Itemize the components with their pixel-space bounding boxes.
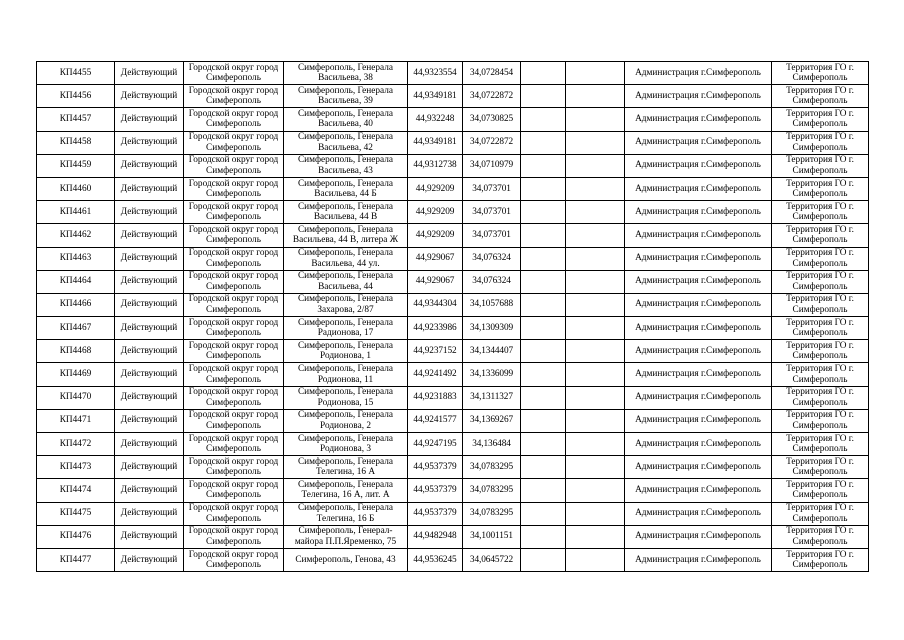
cell-district: Городской округ город Симферополь [184,479,284,502]
cell-empty-1 [521,456,566,479]
cell-address: Симферополь, Генерала Васильева, 42 [284,131,408,154]
cell-status: Действующий [115,479,184,502]
cell-territory: Территория ГО г. Симферополь [772,108,869,131]
cell-territory: Территория ГО г. Симферополь [772,456,869,479]
cell-territory: Территория ГО г. Симферополь [772,433,869,456]
cell-id: КП4459 [37,154,115,177]
cell-district: Городской округ город Симферополь [184,201,284,224]
cell-owner: Администрация г.Симферополь [625,177,772,200]
cell-longitude: 34,0710979 [463,154,521,177]
cell-empty-2 [566,85,625,108]
cell-latitude: 44,9537379 [408,456,463,479]
cell-latitude: 44,9323554 [408,62,463,85]
cell-owner: Администрация г.Симферополь [625,293,772,316]
cell-longitude: 34,073701 [463,177,521,200]
cell-address: Симферополь, Генерала Родионова, 15 [284,386,408,409]
cell-owner: Администрация г.Симферополь [625,525,772,548]
cell-address: Симферополь, Генерала Васильева, 44 В, литера Ж [284,224,408,247]
cell-longitude: 34,0730825 [463,108,521,131]
cell-empty-1 [521,247,566,270]
table-body [37,62,869,572]
table-row [37,502,869,525]
cell-owner: Администрация г.Симферополь [625,363,772,386]
cell-empty-2 [566,363,625,386]
table-row [37,131,869,154]
cell-empty-2 [566,154,625,177]
cell-status: Действующий [115,293,184,316]
table-row [37,201,869,224]
cell-address: Симферополь, Генерала Васильева, 44 [284,270,408,293]
cell-latitude: 44,932248 [408,108,463,131]
table-row [37,409,869,432]
cell-territory: Территория ГО г. Симферополь [772,85,869,108]
cell-address: Симферополь, Генерала Радионова, 17 [284,317,408,340]
cell-latitude: 44,9537379 [408,502,463,525]
cell-owner: Администрация г.Симферополь [625,224,772,247]
cell-empty-1 [521,224,566,247]
cell-id: КП4460 [37,177,115,200]
cell-territory: Территория ГО г. Симферополь [772,409,869,432]
cell-address: Симферополь, Генерала Васильева, 44 Б [284,177,408,200]
cell-district: Городской округ город Симферополь [184,85,284,108]
cell-owner: Администрация г.Симферополь [625,548,772,571]
cell-longitude: 34,1311327 [463,386,521,409]
cell-territory: Территория ГО г. Симферополь [772,131,869,154]
cell-district: Городской округ город Симферополь [184,293,284,316]
cell-empty-2 [566,62,625,85]
table-row [37,317,869,340]
cell-address: Симферополь, Генерала Родионова, 1 [284,340,408,363]
cell-district: Городской округ город Симферополь [184,525,284,548]
cell-status: Действующий [115,548,184,571]
cell-empty-1 [521,108,566,131]
cell-empty-1 [521,386,566,409]
cell-status: Действующий [115,154,184,177]
cell-empty-1 [521,433,566,456]
cell-longitude: 34,136484 [463,433,521,456]
cell-district: Городской округ город Симферополь [184,131,284,154]
cell-district: Городской округ город Симферополь [184,409,284,432]
cell-id: КП4456 [37,85,115,108]
cell-address: Симферополь, Генерала Захарова, 2/87 [284,293,408,316]
cell-status: Действующий [115,62,184,85]
cell-owner: Администрация г.Симферополь [625,108,772,131]
cell-longitude: 34,1001151 [463,525,521,548]
cell-longitude: 34,0783295 [463,502,521,525]
cell-empty-2 [566,502,625,525]
cell-territory: Территория ГО г. Симферополь [772,177,869,200]
cell-address: Симферополь, Генерала Родионова, 3 [284,433,408,456]
cell-owner: Администрация г.Симферополь [625,62,772,85]
cell-status: Действующий [115,177,184,200]
table-row [37,154,869,177]
cell-status: Действующий [115,224,184,247]
cell-id: КП4455 [37,62,115,85]
cell-id: КП4466 [37,293,115,316]
cell-latitude: 44,9349181 [408,85,463,108]
cell-empty-1 [521,409,566,432]
cell-id: КП4462 [37,224,115,247]
registry-table [36,61,869,572]
cell-address: Симферополь, Генова, 43 [284,548,408,571]
cell-address: Симферополь, Генерала Телегина, 16 Б [284,502,408,525]
cell-id: КП4474 [37,479,115,502]
cell-status: Действующий [115,201,184,224]
cell-status: Действующий [115,433,184,456]
table-row [37,108,869,131]
cell-empty-2 [566,270,625,293]
cell-owner: Администрация г.Симферополь [625,247,772,270]
cell-status: Действующий [115,247,184,270]
cell-status: Действующий [115,409,184,432]
cell-district: Городской округ город Симферополь [184,548,284,571]
cell-address: Симферополь, Генерала Васильева, 44 В [284,201,408,224]
cell-id: КП4458 [37,131,115,154]
cell-empty-1 [521,525,566,548]
cell-empty-2 [566,409,625,432]
cell-empty-2 [566,548,625,571]
cell-id: КП4471 [37,409,115,432]
cell-address: Симферополь, Генерала Васильева, 40 [284,108,408,131]
cell-empty-1 [521,363,566,386]
cell-owner: Администрация г.Симферополь [625,409,772,432]
cell-empty-2 [566,386,625,409]
cell-latitude: 44,9536245 [408,548,463,571]
cell-longitude: 34,076324 [463,270,521,293]
cell-longitude: 34,1344407 [463,340,521,363]
cell-empty-2 [566,433,625,456]
cell-empty-2 [566,340,625,363]
cell-empty-2 [566,525,625,548]
table-row [37,340,869,363]
cell-empty-1 [521,270,566,293]
cell-owner: Администрация г.Симферополь [625,201,772,224]
cell-owner: Администрация г.Симферополь [625,154,772,177]
cell-latitude: 44,9344304 [408,293,463,316]
cell-longitude: 34,073701 [463,201,521,224]
cell-id: КП4467 [37,317,115,340]
cell-latitude: 44,929209 [408,177,463,200]
cell-latitude: 44,9237152 [408,340,463,363]
table-row [37,62,869,85]
cell-address: Симферополь, Генерала Родионова, 11 [284,363,408,386]
cell-territory: Территория ГО г. Симферополь [772,201,869,224]
cell-longitude: 34,1309309 [463,317,521,340]
cell-empty-2 [566,201,625,224]
cell-owner: Администрация г.Симферополь [625,479,772,502]
cell-owner: Администрация г.Симферополь [625,502,772,525]
cell-empty-2 [566,293,625,316]
table-row [37,525,869,548]
cell-empty-1 [521,340,566,363]
cell-address: Симферополь, Генерала Васильева, 44 ул. [284,247,408,270]
cell-district: Городской округ город Симферополь [184,247,284,270]
cell-district: Городской округ город Симферополь [184,363,284,386]
cell-district: Городской округ город Симферополь [184,502,284,525]
cell-id: КП4475 [37,502,115,525]
table-row [37,224,869,247]
cell-territory: Территория ГО г. Симферополь [772,317,869,340]
cell-district: Городской округ город Симферополь [184,108,284,131]
cell-latitude: 44,9241577 [408,409,463,432]
cell-status: Действующий [115,108,184,131]
cell-territory: Территория ГО г. Симферополь [772,502,869,525]
cell-territory: Территория ГО г. Симферополь [772,247,869,270]
cell-latitude: 44,9312738 [408,154,463,177]
cell-longitude: 34,0722872 [463,131,521,154]
cell-territory: Территория ГО г. Симферополь [772,525,869,548]
cell-owner: Администрация г.Симферополь [625,270,772,293]
cell-address: Симферополь, Генерала Телегина, 16 А [284,456,408,479]
table-row [37,548,869,571]
cell-district: Городской округ город Симферополь [184,177,284,200]
cell-territory: Территория ГО г. Симферополь [772,62,869,85]
table-row [37,293,869,316]
cell-empty-1 [521,548,566,571]
cell-id: КП4468 [37,340,115,363]
cell-district: Городской округ город Симферополь [184,62,284,85]
cell-empty-1 [521,177,566,200]
table-row [37,363,869,386]
cell-longitude: 34,0645722 [463,548,521,571]
cell-empty-1 [521,293,566,316]
cell-empty-2 [566,247,625,270]
cell-territory: Территория ГО г. Симферополь [772,340,869,363]
cell-territory: Территория ГО г. Симферополь [772,386,869,409]
cell-status: Действующий [115,386,184,409]
cell-address: Симферополь, Генерала Васильева, 43 [284,154,408,177]
cell-id: КП4464 [37,270,115,293]
cell-territory: Территория ГО г. Симферополь [772,270,869,293]
cell-id: КП4470 [37,386,115,409]
cell-latitude: 44,9231883 [408,386,463,409]
cell-empty-1 [521,479,566,502]
table-row [37,247,869,270]
cell-status: Действующий [115,340,184,363]
cell-longitude: 34,073701 [463,224,521,247]
cell-address: Симферополь, Генерала Васильева, 39 [284,85,408,108]
cell-id: КП4457 [37,108,115,131]
cell-latitude: 44,9482948 [408,525,463,548]
table-row [37,456,869,479]
cell-empty-1 [521,201,566,224]
cell-empty-2 [566,177,625,200]
table-row [37,177,869,200]
cell-latitude: 44,929209 [408,201,463,224]
cell-district: Городской округ город Симферополь [184,456,284,479]
cell-status: Действующий [115,363,184,386]
cell-id: КП4473 [37,456,115,479]
cell-empty-1 [521,502,566,525]
cell-territory: Территория ГО г. Симферополь [772,479,869,502]
cell-status: Действующий [115,131,184,154]
cell-longitude: 34,076324 [463,247,521,270]
cell-empty-2 [566,456,625,479]
cell-longitude: 34,0783295 [463,479,521,502]
cell-territory: Территория ГО г. Симферополь [772,154,869,177]
cell-latitude: 44,9247195 [408,433,463,456]
cell-district: Городской округ город Симферополь [184,386,284,409]
table-row [37,270,869,293]
cell-owner: Администрация г.Симферополь [625,317,772,340]
cell-territory: Территория ГО г. Симферополь [772,548,869,571]
cell-longitude: 34,0783295 [463,456,521,479]
cell-status: Действующий [115,270,184,293]
cell-id: КП4461 [37,201,115,224]
cell-longitude: 34,0728454 [463,62,521,85]
cell-owner: Администрация г.Симферополь [625,386,772,409]
cell-id: КП4472 [37,433,115,456]
cell-owner: Администрация г.Симферополь [625,131,772,154]
cell-longitude: 34,0722872 [463,85,521,108]
cell-district: Городской округ город Симферополь [184,270,284,293]
cell-latitude: 44,9349181 [408,131,463,154]
cell-owner: Администрация г.Симферополь [625,456,772,479]
cell-address: Симферополь, Генерала Родионова, 2 [284,409,408,432]
cell-status: Действующий [115,502,184,525]
cell-owner: Администрация г.Симферополь [625,340,772,363]
cell-territory: Территория ГО г. Симферополь [772,293,869,316]
cell-empty-1 [521,154,566,177]
cell-address: Симферополь, Генерала Васильева, 38 [284,62,408,85]
cell-longitude: 34,1057688 [463,293,521,316]
cell-latitude: 44,9241492 [408,363,463,386]
cell-address: Симферополь, Генерала Телегина, 16 А, лит. А [284,479,408,502]
cell-longitude: 34,1369267 [463,409,521,432]
cell-district: Городской округ город Симферополь [184,340,284,363]
cell-empty-1 [521,131,566,154]
cell-latitude: 44,929067 [408,270,463,293]
table-row [37,433,869,456]
cell-owner: Администрация г.Симферополь [625,85,772,108]
cell-empty-1 [521,62,566,85]
cell-empty-2 [566,317,625,340]
table-row [37,479,869,502]
cell-district: Городской округ город Симферополь [184,224,284,247]
cell-status: Действующий [115,85,184,108]
cell-id: КП4463 [37,247,115,270]
cell-latitude: 44,9233986 [408,317,463,340]
cell-longitude: 34,1336099 [463,363,521,386]
cell-status: Действующий [115,456,184,479]
cell-territory: Территория ГО г. Симферополь [772,224,869,247]
cell-status: Действующий [115,317,184,340]
cell-empty-2 [566,131,625,154]
cell-address: Симферополь, Генерал-майора П.П.Яременко, 75 [284,525,408,548]
cell-id: КП4477 [37,548,115,571]
cell-district: Городской округ город Симферополь [184,317,284,340]
cell-territory: Территория ГО г. Симферополь [772,363,869,386]
cell-empty-1 [521,85,566,108]
cell-status: Действующий [115,525,184,548]
cell-owner: Администрация г.Симферополь [625,433,772,456]
table-row [37,386,869,409]
cell-empty-2 [566,479,625,502]
cell-latitude: 44,929209 [408,224,463,247]
cell-latitude: 44,9537379 [408,479,463,502]
cell-id: КП4476 [37,525,115,548]
cell-empty-1 [521,317,566,340]
table-row [37,85,869,108]
cell-latitude: 44,929067 [408,247,463,270]
cell-empty-2 [566,108,625,131]
cell-district: Городской округ город Симферополь [184,154,284,177]
cell-id: КП4469 [37,363,115,386]
cell-empty-2 [566,224,625,247]
cell-district: Городской округ город Симферополь [184,433,284,456]
